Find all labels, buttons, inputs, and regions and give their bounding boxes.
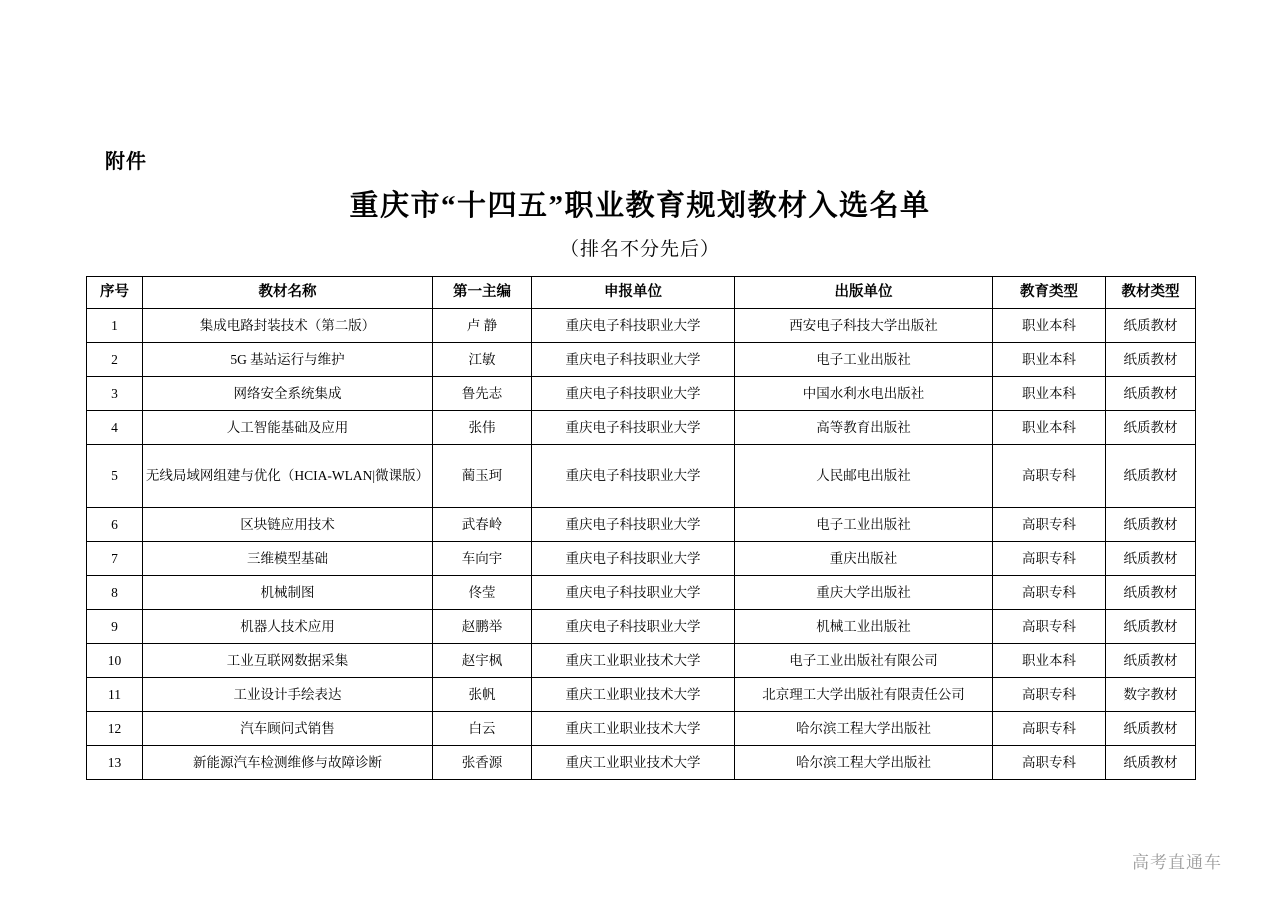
cell-name: 人工智能基础及应用 (143, 411, 433, 445)
cell-press: 电子工业出版社 (735, 343, 993, 377)
cell-press: 电子工业出版社 (735, 508, 993, 542)
cell-apply: 重庆工业职业技术大学 (532, 712, 735, 746)
cell-editor: 张伟 (433, 411, 532, 445)
cell-apply: 重庆电子科技职业大学 (532, 309, 735, 343)
cell-apply: 重庆电子科技职业大学 (532, 411, 735, 445)
column-header-index: 序号 (87, 277, 143, 309)
table-row (87, 411, 1196, 445)
cell-apply: 重庆电子科技职业大学 (532, 377, 735, 411)
cell-press: 高等教育出版社 (735, 411, 993, 445)
column-header-press: 出版单位 (735, 277, 993, 309)
cell-editor: 张香源 (433, 746, 532, 780)
cell-press: 人民邮电出版社 (735, 445, 993, 508)
cell-press: 哈尔滨工程大学出版社 (735, 712, 993, 746)
cell-mat-type: 纸质教材 (1106, 508, 1196, 542)
cell-mat-type: 纸质教材 (1106, 377, 1196, 411)
cell-mat-type: 纸质教材 (1106, 343, 1196, 377)
cell-name: 网络安全系统集成 (143, 377, 433, 411)
table-row (87, 309, 1196, 343)
cell-apply: 重庆电子科技职业大学 (532, 576, 735, 610)
cell-mat-type: 纸质教材 (1106, 610, 1196, 644)
cell-index: 3 (87, 377, 143, 411)
cell-edu-type: 职业本科 (993, 309, 1106, 343)
cell-index: 9 (87, 610, 143, 644)
cell-index: 13 (87, 746, 143, 780)
cell-press: 中国水利水电出版社 (735, 377, 993, 411)
cell-mat-type: 纸质教材 (1106, 746, 1196, 780)
cell-edu-type: 职业本科 (993, 411, 1106, 445)
table-row (87, 445, 1196, 508)
table-row (87, 576, 1196, 610)
cell-name: 5G 基站运行与维护 (143, 343, 433, 377)
cell-apply: 重庆电子科技职业大学 (532, 508, 735, 542)
cell-apply: 重庆电子科技职业大学 (532, 610, 735, 644)
cell-editor: 车向宇 (433, 542, 532, 576)
cell-name: 汽车顾问式销售 (143, 712, 433, 746)
cell-name: 机器人技术应用 (143, 610, 433, 644)
cell-edu-type: 高职专科 (993, 678, 1106, 712)
column-header-mattype: 教材类型 (1106, 277, 1196, 309)
cell-press: 哈尔滨工程大学出版社 (735, 746, 993, 780)
attachment-label: 附件 (105, 151, 147, 173)
cell-press: 重庆出版社 (735, 542, 993, 576)
cell-index: 1 (87, 309, 143, 343)
cell-edu-type: 高职专科 (993, 445, 1106, 508)
cell-mat-type: 纸质教材 (1106, 445, 1196, 508)
cell-mat-type: 纸质教材 (1106, 644, 1196, 678)
cell-press: 机械工业出版社 (735, 610, 993, 644)
cell-editor: 江敏 (433, 343, 532, 377)
cell-mat-type: 纸质教材 (1106, 411, 1196, 445)
cell-index: 7 (87, 542, 143, 576)
cell-index: 4 (87, 411, 143, 445)
table-row (87, 644, 1196, 678)
cell-index: 6 (87, 508, 143, 542)
table-row (87, 542, 1196, 576)
cell-index: 10 (87, 644, 143, 678)
table-header-row (87, 277, 1196, 309)
cell-editor: 白云 (433, 712, 532, 746)
cell-edu-type: 职业本科 (993, 644, 1106, 678)
cell-editor: 赵鹏举 (433, 610, 532, 644)
cell-edu-type: 高职专科 (993, 576, 1106, 610)
listing-table-wrapper (86, 276, 1195, 780)
table-body (87, 309, 1196, 780)
cell-name: 集成电路封装技术（第二版） (143, 309, 433, 343)
cell-mat-type: 数字教材 (1106, 678, 1196, 712)
cell-index: 2 (87, 343, 143, 377)
cell-editor: 武春岭 (433, 508, 532, 542)
cell-mat-type: 纸质教材 (1106, 542, 1196, 576)
cell-apply: 重庆工业职业技术大学 (532, 678, 735, 712)
cell-press: 电子工业出版社有限公司 (735, 644, 993, 678)
table-header (87, 277, 1196, 309)
cell-apply: 重庆电子科技职业大学 (532, 343, 735, 377)
cell-editor: 赵宇枫 (433, 644, 532, 678)
cell-apply: 重庆工业职业技术大学 (532, 644, 735, 678)
table-row (87, 343, 1196, 377)
column-header-name: 教材名称 (143, 277, 433, 309)
cell-edu-type: 高职专科 (993, 610, 1106, 644)
watermark: 高考直通车 (1132, 853, 1222, 872)
cell-name: 新能源汽车检测维修与故障诊断 (143, 746, 433, 780)
cell-edu-type: 职业本科 (993, 377, 1106, 411)
cell-editor: 佟莹 (433, 576, 532, 610)
column-header-edutype: 教育类型 (993, 277, 1106, 309)
cell-name: 工业设计手绘表达 (143, 678, 433, 712)
table-row (87, 712, 1196, 746)
cell-press: 西安电子科技大学出版社 (735, 309, 993, 343)
table-row (87, 610, 1196, 644)
cell-mat-type: 纸质教材 (1106, 309, 1196, 343)
cell-editor: 蔺玉珂 (433, 445, 532, 508)
cell-press: 北京理工大学出版社有限责任公司 (735, 678, 993, 712)
cell-name: 机械制图 (143, 576, 433, 610)
cell-index: 12 (87, 712, 143, 746)
cell-index: 5 (87, 445, 143, 508)
column-header-apply: 申报单位 (532, 277, 735, 309)
table-row (87, 746, 1196, 780)
cell-edu-type: 高职专科 (993, 542, 1106, 576)
cell-editor: 张帆 (433, 678, 532, 712)
cell-name: 无线局域网组建与优化（HCIA-WLAN|微课版） (143, 445, 433, 508)
cell-mat-type: 纸质教材 (1106, 712, 1196, 746)
cell-apply: 重庆工业职业技术大学 (532, 746, 735, 780)
cell-apply: 重庆电子科技职业大学 (532, 445, 735, 508)
page-title: 重庆市“十四五”职业教育规划教材入选名单 (349, 190, 931, 222)
cell-index: 11 (87, 678, 143, 712)
cell-edu-type: 高职专科 (993, 746, 1106, 780)
cell-edu-type: 职业本科 (993, 343, 1106, 377)
textbook-listing-table (86, 276, 1196, 780)
table-row (87, 508, 1196, 542)
cell-name: 三维模型基础 (143, 542, 433, 576)
cell-editor: 卢 静 (433, 309, 532, 343)
table-row (87, 377, 1196, 411)
table-row (87, 678, 1196, 712)
cell-press: 重庆大学出版社 (735, 576, 993, 610)
page-subtitle: （排名不分先后） (559, 239, 720, 260)
cell-index: 8 (87, 576, 143, 610)
cell-apply: 重庆电子科技职业大学 (532, 542, 735, 576)
cell-mat-type: 纸质教材 (1106, 576, 1196, 610)
cell-editor: 鲁先志 (433, 377, 532, 411)
cell-edu-type: 高职专科 (993, 712, 1106, 746)
cell-edu-type: 高职专科 (993, 508, 1106, 542)
cell-name: 工业互联网数据采集 (143, 644, 433, 678)
cell-name: 区块链应用技术 (143, 508, 433, 542)
column-header-editor: 第一主编 (433, 277, 532, 309)
